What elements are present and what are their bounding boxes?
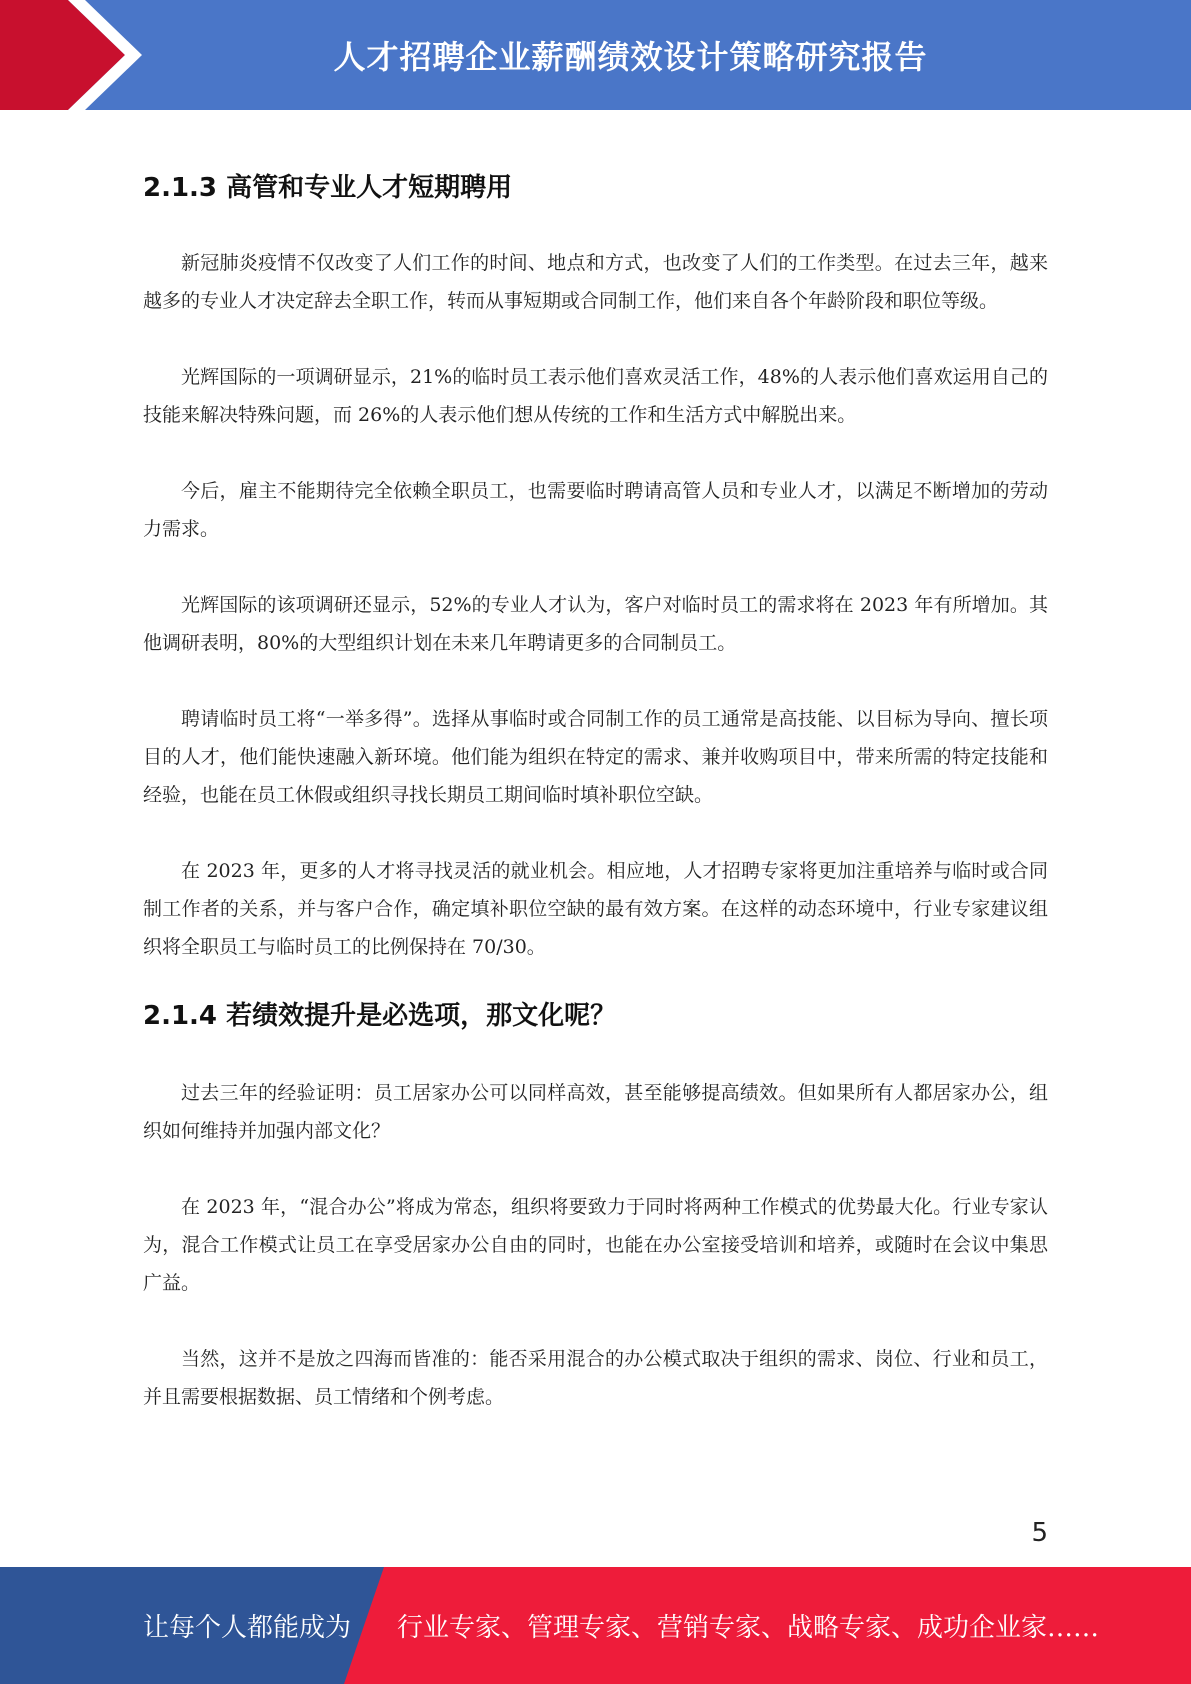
paragraph: 在 2023 年，“混合办公”将成为常态，组织将要致力于同时将两种工作模式的优势最大化。行业专家认为，混合工作模式让员工在享受居家办公自由的同时，也能在办公室接受培训和培养，或随时在会议中集思广益。 xyxy=(143,1196,1048,1294)
paragraph: 当然，这并不是放之四海而皆准的：能否采用混合的办公模式取决于组织的需求、岗位、行业和员工，并且需要根据数据、员工情绪和个例考虑。 xyxy=(143,1348,1048,1408)
header-bar xyxy=(0,0,1191,110)
paragraph: 聘请临时员工将“一举多得”。选择从事临时或合同制工作的员工通常是高技能、以目标为导向、擅长项目的人才，他们能快速融入新环境。他们能为组织在特定的需求、兼并收购项目中，带来所需的特定技能和经验，也能在员工休假或组织寻找长期员工期间临时填补职位空缺。 xyxy=(143,708,1048,806)
paragraph: 今后，雇主不能期待完全依赖全职员工，也需要临时聘请高管人员和专业人才，以满足不断增加的劳动力需求。 xyxy=(143,480,1048,540)
section-heading: 2.1.4 若绩效提升是必选项，那文化呢？ xyxy=(143,1001,617,1031)
paragraph: 新冠肺炎疫情不仅改变了人们工作的时间、地点和方式，也改变了人们的工作类型。在过去三年，越来越多的专业人才决定辞去全职工作，转而从事短期或合同制工作，他们来自各个年龄阶段和职位等级。 xyxy=(143,252,1048,312)
paragraph: 过去三年的经验证明：员工居家办公可以同样高效，甚至能够提高绩效。但如果所有人都居家办公，组织如何维持并加强内部文化？ xyxy=(143,1082,1048,1142)
paragraph: 光辉国际的该项调研还显示，52%的专业人才认为，客户对临时员工的需求将在 2023 年有所增加。其他调研表明，80%的大型组织计划在未来几年聘请更多的合同制员工。 xyxy=(143,594,1048,654)
document-body xyxy=(143,160,1048,1416)
page-number: 5 xyxy=(1031,1518,1048,1548)
header-arrow-decoration xyxy=(0,0,160,110)
footer-slogan-right: 行业专家、管理专家、营销专家、战略专家、成功企业家…… xyxy=(397,1613,1100,1643)
footer-banner xyxy=(0,1567,1191,1684)
section-heading: 2.1.3 高管和专业人才短期聘用 xyxy=(143,173,513,203)
report-title: 人才招聘企业薪酬绩效设计策略研究报告 xyxy=(333,38,928,76)
paragraph: 光辉国际的一项调研显示，21%的临时员工表示他们喜欢灵活工作，48%的人表示他们喜欢运用自己的技能来解决特殊问题，而 26%的人表示他们想从传统的工作和生活方式中解脱出来。 xyxy=(143,366,1048,426)
paragraph: 在 2023 年，更多的人才将寻找灵活的就业机会。相应地，人才招聘专家将更加注重培养与临时或合同制工作者的关系，并与客户合作，确定填补职位空缺的最有效方案。在这样的动态环境中，行业专家建议组织将全职员工与临时员工的比例保持在 70/30。 xyxy=(143,860,1048,958)
footer-slogan-left: 让每个人都能成为 xyxy=(143,1613,352,1643)
